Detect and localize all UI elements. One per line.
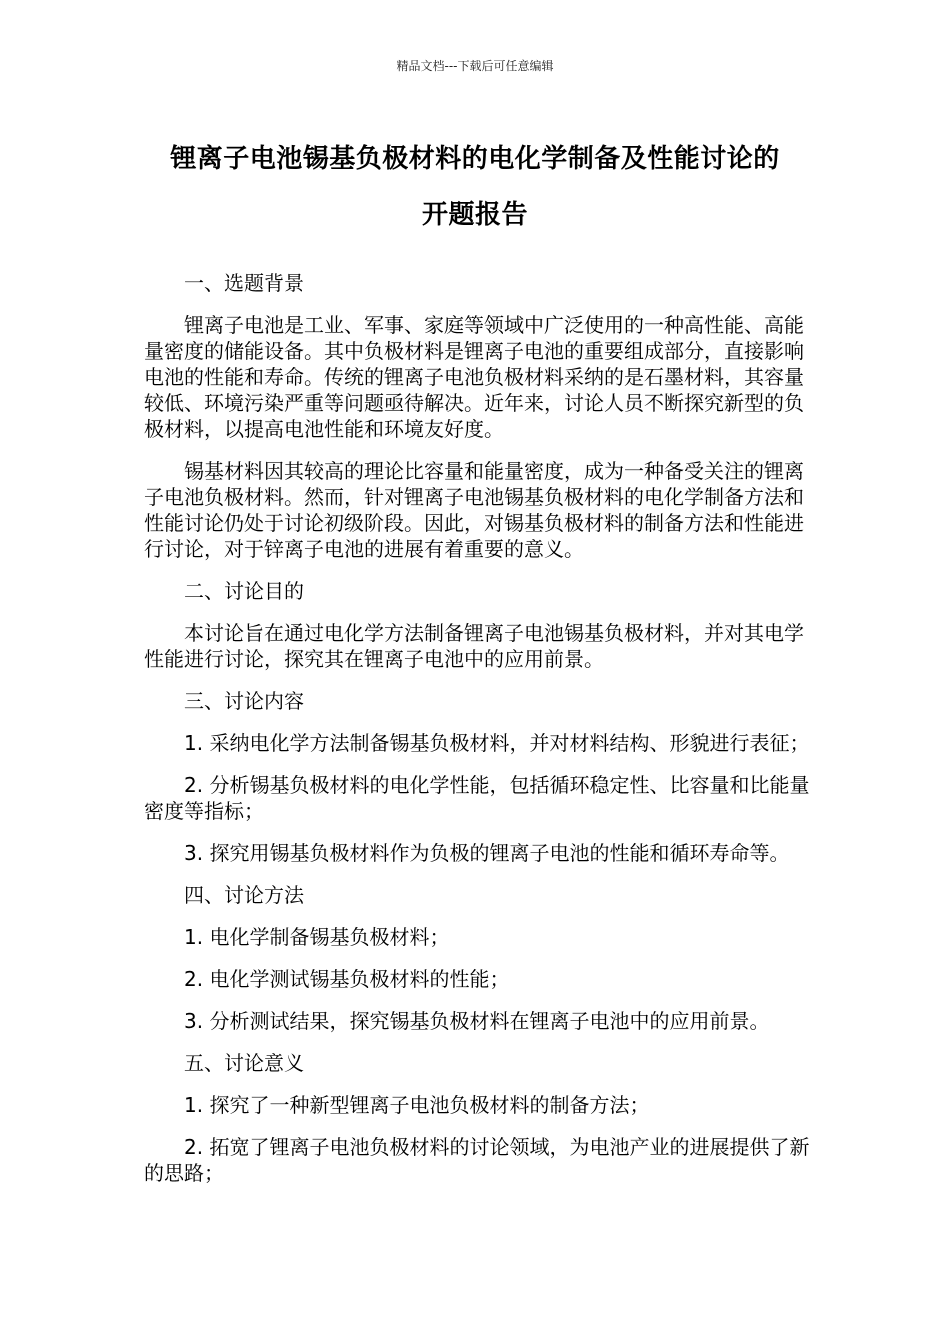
section-heading: 一、选题背景: [184, 271, 304, 295]
list-item: 3. 分析测试结果，探究锡基负极材料在锂离子电池中的应用前景。: [184, 1009, 770, 1033]
section-heading: 三、讨论内容: [184, 689, 304, 713]
list-item: 2. 拓宽了锂离子电池负极材料的讨论领域，为电池产业的进展提供了新的思路；: [144, 1135, 810, 1185]
list-item: 2. 分析锡基负极材料的电化学性能，包括循环稳定性、比容量和比能量密度等指标；: [144, 773, 810, 823]
list-item: 1. 探究了一种新型锂离子电池负极材料的制备方法；: [184, 1093, 650, 1117]
list-item: 3. 探究用锡基负极材料作为负极的锂离子电池的性能和循环寿命等。: [184, 841, 790, 865]
section-heading: 二、讨论目的: [184, 579, 304, 603]
paragraph: 锂离子电池是工业、军事、家庭等领域中广泛使用的一种高性能、高能量密度的储能设备。其中负极材料是锂离子电池的重要组成部分，直接影响电池的性能和寿命。传统的锂离子电池负极材料采纳的是石墨材料，其容量较低、环境污染严重等问题亟待解决。近年来，讨论人员不断探究新型的负极材料，以提高电池性能和环境友好度。: [144, 313, 804, 441]
document-body: [144, 270, 810, 1202]
document-title-line-1: 锂离子电池锡基负极材料的电化学制备及性能讨论的: [170, 144, 780, 174]
list-item: 1. 采纳电化学方法制备锡基负极材料，并对材料结构、形貌进行表征；: [184, 731, 810, 755]
paragraph: 锡基材料因其较高的理论比容量和能量密度，成为一种备受关注的锂离子电池负极材料。然而，针对锂离子电池锡基负极材料的电化学制备方法和性能讨论仍处于讨论初级阶段。因此，对锡基负极材料的制备方法和性能进行讨论，对于锌离子电池的进展有着重要的意义。: [144, 459, 804, 561]
list-item: 2. 电化学测试锡基负极材料的性能；: [184, 967, 510, 991]
list-item: 1. 电化学制备锡基负极材料；: [184, 925, 450, 949]
section-heading: 五、讨论意义: [184, 1051, 304, 1075]
section-heading: 四、讨论方法: [184, 883, 304, 907]
document-title-line-2: 开题报告: [421, 200, 528, 230]
header-note: 精品文档---下载后可任意编辑: [396, 59, 554, 73]
paragraph: 本讨论旨在通过电化学方法制备锂离子电池锡基负极材料，并对其电学性能进行讨论，探究其在锂离子电池中的应用前景。: [144, 621, 804, 671]
